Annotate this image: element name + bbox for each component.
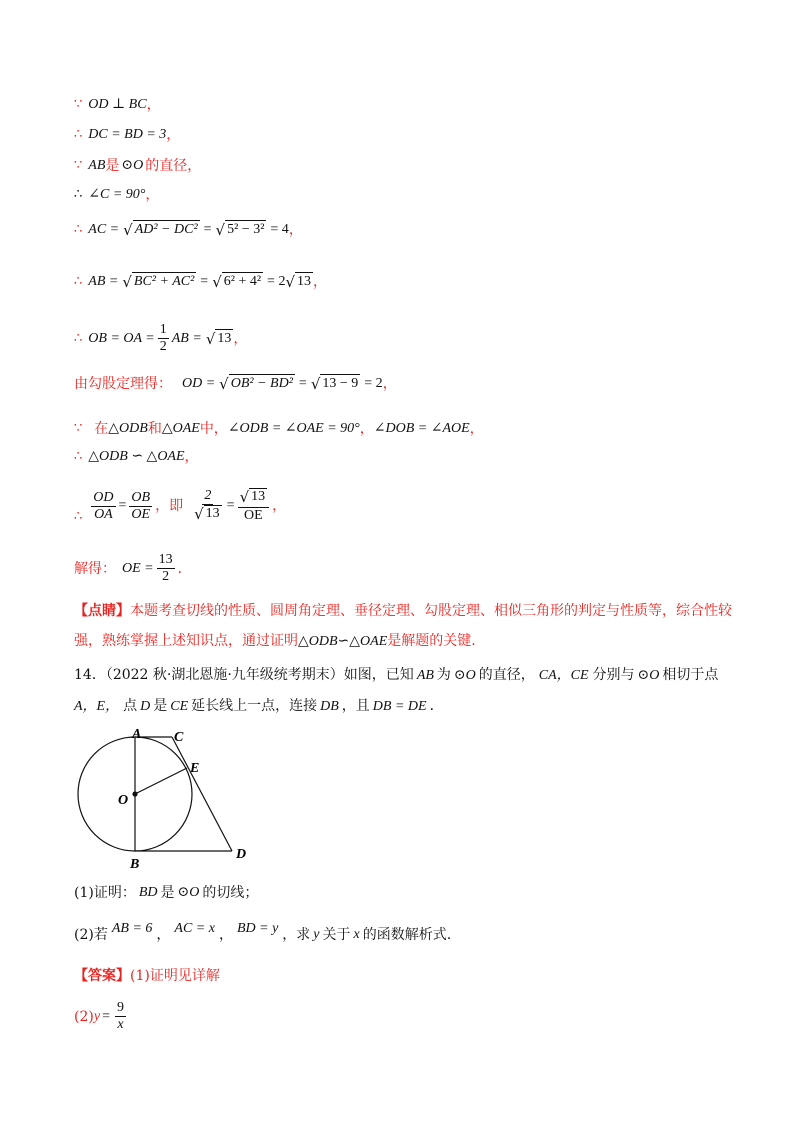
radicand: 5² − 3² (227, 222, 265, 237)
comma: ， (166, 127, 181, 143)
label-a: A (132, 727, 142, 742)
solution-line-12 (74, 552, 192, 585)
therefore-symbol: ∴ (74, 330, 83, 346)
math-angle-c: ∠C = 90° (88, 187, 146, 202)
therefore-symbol: ∴ (74, 187, 83, 202)
comment-paragraph (74, 596, 734, 657)
solution-line-5 (74, 220, 303, 239)
radicand: 13 − 9 (322, 376, 359, 391)
text-diameter: 的直径， (478, 667, 535, 683)
center-dot (132, 791, 137, 796)
q1-prefix: (1)证明： (74, 885, 136, 901)
math-od-perp-bc: OD ⊥ BC (88, 97, 147, 112)
math-ac-x: AC = x (174, 921, 215, 936)
comment-end: 是解题的关键. (387, 633, 476, 649)
fraction-9-x (115, 1000, 126, 1033)
comma: ， (272, 498, 287, 514)
denominator: OE (131, 506, 151, 522)
radicand: 6² + 4² (223, 274, 262, 289)
equals: = (226, 498, 235, 513)
text-in: 在 (94, 421, 109, 437)
solution-line-2 (74, 126, 180, 144)
solution-line-11 (74, 486, 286, 526)
text-wei: 为 (436, 667, 451, 683)
equals: = (298, 375, 307, 391)
denominator: OE (244, 508, 263, 523)
text-diameter: 的直径， (145, 158, 202, 174)
radius-oe (135, 768, 187, 794)
math-od-lhs: OD = (182, 375, 216, 391)
solution-line-7 (74, 322, 247, 355)
label-e: E (190, 761, 200, 776)
math-similar: △ODB ∽ △OAE (88, 449, 185, 464)
comma: ， (359, 421, 374, 437)
radicand: 13 (297, 274, 312, 289)
label-o: O (118, 793, 129, 808)
separator: ， (156, 927, 171, 943)
denominator: 13 (205, 506, 220, 521)
label-b: B (130, 857, 140, 872)
fraction-13-2 (157, 552, 175, 585)
math-ab: AB (88, 158, 106, 173)
numerator: OD (93, 489, 114, 505)
comma: ， (313, 273, 328, 290)
text-tangent-with: 分别与 (592, 667, 635, 683)
solution-line-10 (74, 448, 199, 466)
radicand: OB² − BD² (230, 376, 293, 391)
numerator: 1 (159, 322, 167, 337)
comma: ， (382, 375, 397, 392)
math-ab-lhs: AB = (88, 273, 119, 289)
numerator: 13 (251, 489, 266, 504)
math-a-e: A，E， (74, 699, 120, 714)
math-dc-bd: DC = BD = 3 (88, 127, 167, 142)
math-d: D (140, 699, 151, 714)
text-find: ，求 (282, 927, 311, 943)
answer-2-prefix: (2) (74, 1008, 94, 1025)
math-triangle-odb: △ODB (108, 421, 148, 436)
answer-2 (74, 1000, 129, 1033)
sqrt-2: √ 5² − 3² (215, 221, 265, 239)
numerator: 13 (158, 552, 173, 567)
comment-text: 本题考查切线的性质、圆周角定理、垂径定理、勾股定理、相似三角形的判定与性质等，综合性较强，熟练掌握上述知识点，通过证明 (74, 603, 732, 649)
sqrt-3: √ 13 (285, 273, 312, 291)
text-is: 是 (160, 885, 175, 901)
text-and: ，且 (341, 698, 370, 714)
therefore-symbol: ∴ (74, 221, 83, 237)
solution-line-3 (74, 157, 201, 175)
therefore-symbol: ∴ (74, 449, 83, 464)
text-solve: 解得： (74, 560, 116, 577)
text-extension: 延长线上一点，连接 (191, 698, 318, 714)
math-bd-y: BD = y (236, 921, 279, 936)
fraction-sqrt13-oe: √ 13 OE (238, 488, 270, 524)
denominator: OA (94, 506, 113, 522)
numerator: 9 (116, 1000, 124, 1015)
sqrt-1: √ BC² + AC² (122, 273, 195, 291)
text-is: 是 (153, 698, 168, 714)
equals: = (118, 498, 127, 513)
fraction-od-oa (91, 490, 115, 523)
comma: ， (146, 97, 161, 113)
comma: ， (233, 330, 248, 347)
solution-line-9 (74, 420, 484, 438)
sqrt-2: √ 13 − 9 (310, 375, 359, 393)
math-ac-lhs: AC = (88, 221, 120, 237)
problem-14 (74, 660, 734, 722)
radicand: AD² − DC² (134, 222, 198, 237)
because-symbol: ∵ (74, 97, 83, 112)
segment-cd (172, 737, 232, 851)
solution-line-4 (74, 186, 159, 204)
math-ce: CE (170, 699, 189, 714)
result: = 2 (267, 273, 286, 289)
math-ob-oa: OB = OA = (88, 330, 155, 346)
because-symbol: ∵ (74, 158, 83, 173)
period: ． (177, 560, 192, 577)
math-y: y (313, 927, 320, 942)
numerator: 2 (204, 488, 212, 503)
answer-1 (74, 967, 220, 985)
math-ab: AB (416, 668, 434, 683)
equals: = (203, 221, 212, 237)
comma: ， (469, 421, 484, 437)
period: ． (429, 698, 444, 714)
denominator: 2 (159, 339, 167, 354)
math-angle-eq-1: ∠ODB = ∠OAE = 90° (227, 421, 360, 436)
comment-math: △ODB∽△OAE (298, 634, 388, 649)
text-zhong: 中， (199, 421, 228, 437)
separator: ， (218, 927, 233, 943)
math-circle-o: ⊙O (121, 158, 144, 173)
sqrt-13: √ 13 (205, 330, 232, 348)
comma: ， (145, 187, 160, 203)
text-point: 点 (123, 698, 138, 714)
therefore-symbol: ∴ (74, 273, 83, 289)
question-2 (74, 921, 452, 944)
text-tangent-at: 相切于点 (662, 667, 719, 683)
comma: ， (155, 498, 170, 514)
therefore-symbol: ∴ (74, 509, 83, 524)
math-y: y (93, 1008, 101, 1024)
numerator: OB (131, 489, 151, 505)
text-and: 和 (147, 421, 162, 437)
result: = 2 (364, 375, 383, 391)
denominator: x (117, 1017, 124, 1032)
fraction-2-sqrt13: 2 √ 13 (194, 488, 220, 523)
problem-source: （2022 秋·湖北恩施·九年级统考期末）如图，已知 (105, 667, 414, 683)
math-oe-lhs: OE = (122, 560, 154, 576)
text-pythagoras: 由勾股定理得： (74, 375, 172, 392)
fraction-ob-oe (129, 490, 152, 523)
text-function: 的函数解析式. (362, 927, 452, 943)
denominator: 2 (162, 569, 170, 584)
math-x: x (353, 927, 360, 942)
math-db: DB (320, 699, 339, 714)
math-circle: ⊙O (637, 668, 660, 683)
sqrt-2: √ 6² + 4² (212, 273, 262, 291)
result: = 4 (270, 221, 289, 237)
math-bd: BD (138, 885, 158, 900)
comment-tag: 【点睛】 (74, 603, 130, 619)
math-db-de: DB = DE (372, 699, 427, 714)
math-triangle-oae: △OAE (161, 421, 200, 436)
equals: = (200, 273, 209, 289)
radicand: 13 (217, 331, 232, 346)
radicand: BC² + AC² (133, 274, 195, 289)
text-is: 是 (105, 158, 120, 174)
comma: ， (288, 221, 303, 238)
q2-prefix: (2)若 (74, 927, 108, 943)
problem-number: 14． (74, 667, 106, 683)
math-ca-ce: CA，CE (538, 668, 589, 683)
solution-line-6 (74, 272, 327, 291)
math-circle: ⊙O (453, 668, 476, 683)
sqrt-1: √ AD² − DC² (123, 221, 198, 239)
therefore-symbol: ∴ (74, 127, 83, 142)
text-about: 关于 (322, 927, 351, 943)
math-angle-eq-2: ∠DOB = ∠AOE (373, 421, 470, 436)
sqrt-1: √ OB² − BD² (219, 375, 293, 393)
answer-tag: 【答案】 (74, 968, 130, 984)
q1-end: 的切线； (202, 885, 259, 901)
text-ji: 即 (169, 498, 184, 514)
because-symbol: ∵ (74, 421, 83, 436)
math-circle: ⊙O (177, 885, 200, 900)
geometry-figure (70, 722, 270, 872)
fraction-half (158, 322, 169, 355)
label-c: C (174, 730, 184, 745)
question-1 (74, 884, 258, 902)
answer-1-text: (1)证明见详解 (130, 968, 220, 984)
math-ab-6: AB = 6 (111, 921, 153, 936)
solution-line-8 (74, 374, 397, 393)
solution-line-1 (74, 96, 161, 114)
comma: ， (184, 449, 199, 465)
equals: = (102, 1008, 110, 1024)
label-d: D (236, 847, 247, 862)
math-ab-eq: AB = (171, 330, 202, 346)
